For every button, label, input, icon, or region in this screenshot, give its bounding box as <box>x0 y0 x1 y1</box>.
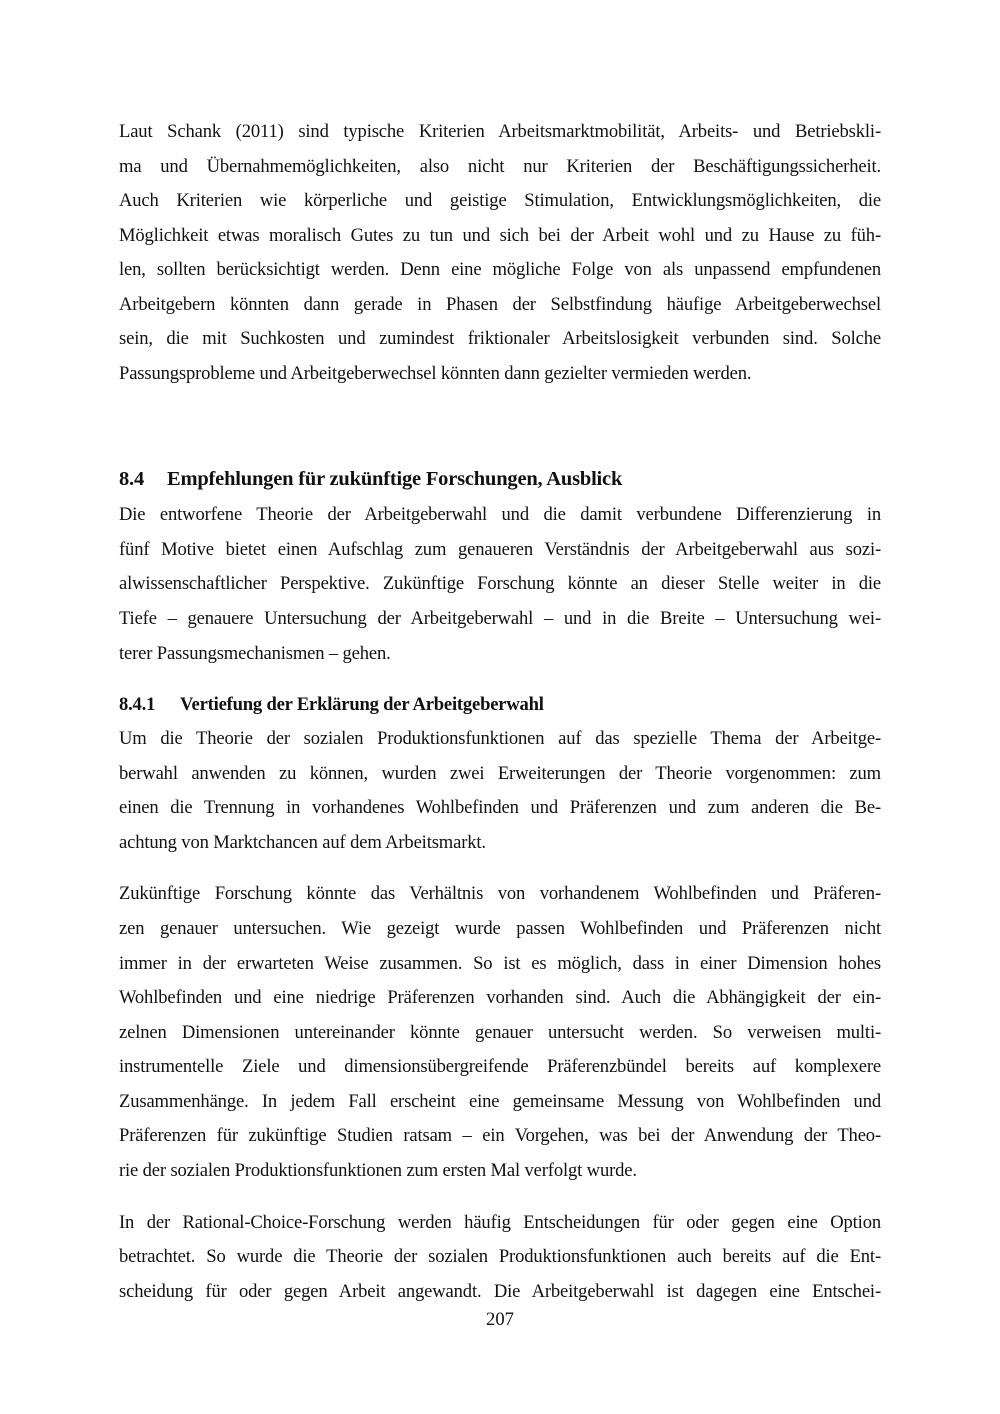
text-line: fünf Motive bietet einen Aufschlag zum genaueren Verständnis der Arbeitgeberwahl aus sozi- <box>119 539 881 560</box>
section-heading-8-4 <box>119 467 622 491</box>
text-line: immer in der erwarteten Weise zusammen. So ist es möglich, dass in einer Dimension hohes <box>119 953 881 974</box>
text-line: Laut Schank (2011) sind typische Kriterien Arbeitsmarktmobilität, Arbeits- und Betriebskli- <box>119 121 881 142</box>
section-title: Empfehlungen für zukünftige Forschungen, Ausblick <box>167 468 623 490</box>
text-line: Möglichkeit etwas moralisch Gutes zu tun und sich bei der Arbeit wohl und zu Hause zu füh- <box>119 225 881 246</box>
text-line: Arbeitgebern könnten dann gerade in Phasen der Selbstfindung häufige Arbeitgeberwechsel <box>119 294 881 315</box>
text-line: Zusammenhänge. In jedem Fall erscheint eine gemeinsame Messung von Wohlbefinden und <box>119 1091 881 1112</box>
text-line: terer Passungsmechanismen – gehen. <box>119 643 391 664</box>
text-line: zelnen Dimensionen untereinander könnte genauer untersucht werden. So verweisen multi- <box>119 1022 881 1043</box>
page-number: 207 <box>486 1309 514 1330</box>
text-line: berwahl anwenden zu können, wurden zwei Erweiterungen der Theorie vorgenommen: zum <box>119 763 881 784</box>
text-line: Die entworfene Theorie der Arbeitgeberwahl und die damit verbundene Differenzierung in <box>119 504 881 525</box>
text-line: Tiefe – genauere Untersuchung der Arbeitgeberwahl – und in die Breite – Untersuchung wei- <box>119 608 881 629</box>
text-line: Präferenzen für zukünftige Studien ratsam – ein Vorgehen, was bei der Anwendung der Theo- <box>119 1125 881 1146</box>
text-line: betrachtet. So wurde die Theorie der sozialen Produktionsfunktionen auch bereits auf die Ent- <box>119 1246 881 1267</box>
text-line: Um die Theorie der sozialen Produktionsfunktionen auf das spezielle Thema der Arbeitge- <box>119 728 881 749</box>
text-line: instrumentelle Ziele und dimensionsübergreifende Präferenzbündel bereits auf komplexere <box>119 1056 881 1077</box>
text-line: len, sollten berücksichtigt werden. Denn eine mögliche Folge von als unpassend empfundenen <box>119 259 881 280</box>
text-line: scheidung für oder gegen Arbeit angewandt. Die Arbeitgeberwahl ist dagegen eine Entschei- <box>119 1281 881 1302</box>
text-line: sein, die mit Suchkosten und zumindest friktionaler Arbeitslosigkeit verbunden sind. Solche <box>119 328 881 349</box>
text-line: einen die Trennung in vorhandenes Wohlbefinden und Präferenzen und zum anderen die Be- <box>119 797 881 818</box>
subsection-title: Vertiefung der Erklärung der Arbeitgeberwahl <box>180 694 544 715</box>
text-line: ma und Übernahmemöglichkeiten, also nicht nur Kriterien der Beschäftigungssicherheit. <box>119 156 881 177</box>
text-line: Zukünftige Forschung könnte das Verhältnis von vorhandenem Wohlbefinden und Präferen- <box>119 883 881 904</box>
text-line: Auch Kriterien wie körperliche und geistige Stimulation, Entwicklungsmöglichkeiten, die <box>119 190 881 211</box>
subsection-heading-8-4-1 <box>119 694 544 716</box>
text-line: rie der sozialen Produktionsfunktionen zum ersten Mal verfolgt wurde. <box>119 1160 637 1181</box>
text-line: Wohlbefinden und eine niedrige Präferenzen vorhanden sind. Auch die Abhängigkeit der ein- <box>119 987 881 1008</box>
subsection-number: 8.4.1 <box>119 694 156 715</box>
text-line: achtung von Marktchancen auf dem Arbeitsmarkt. <box>119 832 486 853</box>
text-line: In der Rational-Choice-Forschung werden häufig Entscheidungen für oder gegen eine Option <box>119 1212 881 1233</box>
text-line: Passungsprobleme und Arbeitgeberwechsel könnten dann gezielter vermieden werden. <box>119 363 752 384</box>
text-line: zen genauer untersuchen. Wie gezeigt wurde passen Wohlbefinden und Präferenzen nicht <box>119 918 881 939</box>
text-line: alwissenschaftlicher Perspektive. Zukünftige Forschung könnte an dieser Stelle weiter in die <box>119 573 881 594</box>
section-number: 8.4 <box>119 468 145 490</box>
